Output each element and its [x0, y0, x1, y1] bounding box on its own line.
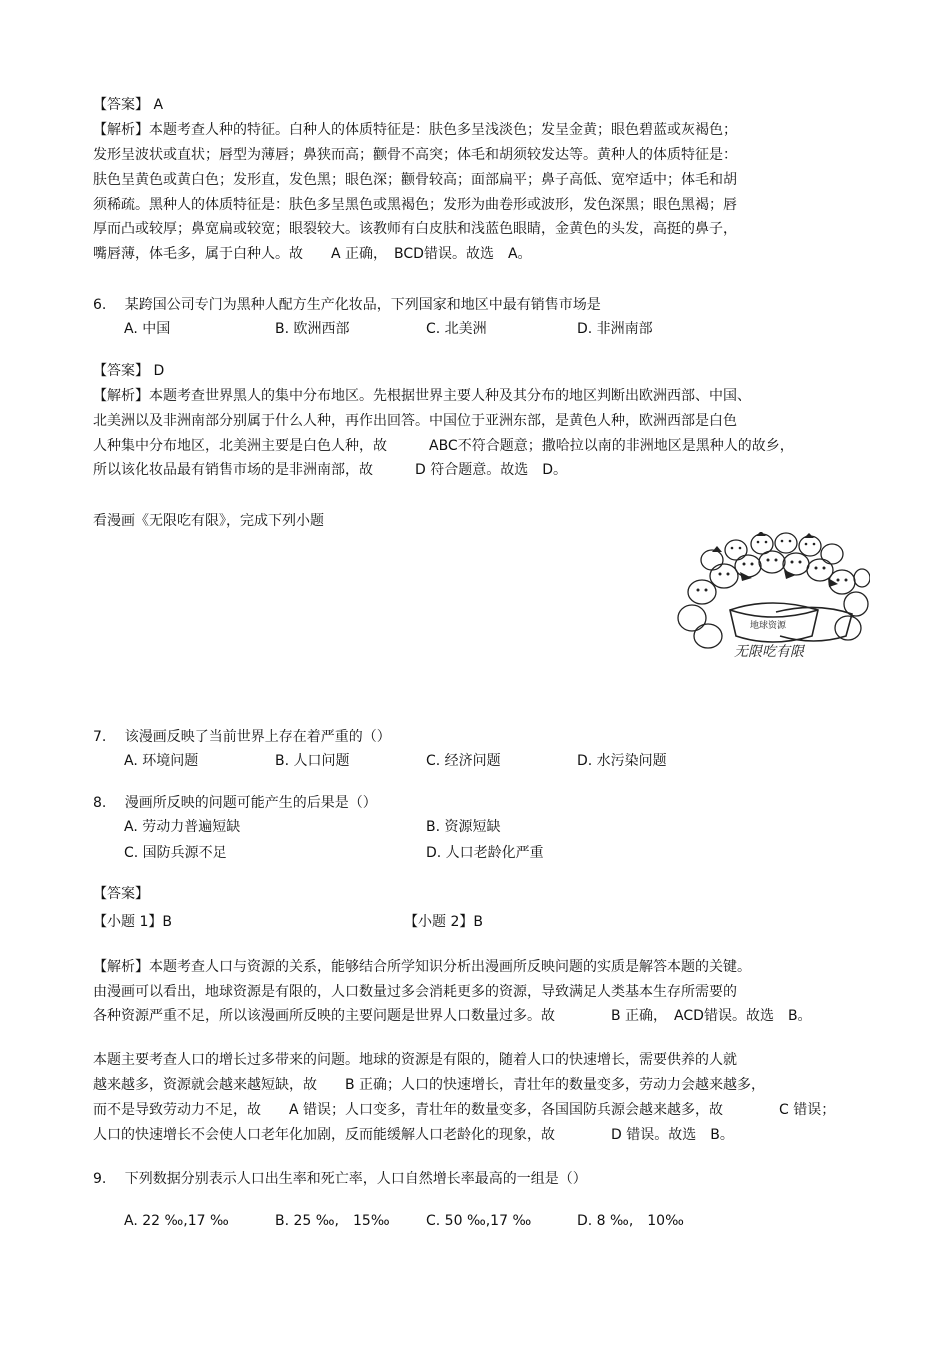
- question-6-option-a: A. 中国: [124, 321, 171, 337]
- analysis-q5-line-4: 须稀疏。黑种人的体质特征是：肤色多呈黑色或黑褐色；发形为曲卷形或波形，发色深黑；眼色黑褐；唇: [93, 197, 737, 213]
- question-8-option-c: C. 国防兵源不足: [124, 845, 227, 861]
- answer-label-q7-q8: 【答案】: [93, 886, 149, 902]
- analysis-q8-line-1: 本题主要考查人口的增长过多带来的问题。地球的资源是有限的，随着人口的快速增长，需要供养的人就: [93, 1052, 737, 1068]
- analysis-q8-line-4: 人口的快速增长不会使人口老年化加剧，反而能缓解人口老龄化的现象，故 D 错误。故选 B。: [93, 1127, 734, 1143]
- analysis-q6-line-1: 【解析】本题考查世界黑人的集中分布地区。先根据世界主要人种及其分布的地区判断出欧洲西部、中国、: [93, 388, 751, 404]
- answer-q5: 【答案】 A: [93, 97, 164, 113]
- cartoon-image: [672, 532, 870, 664]
- cartoon-bowl-text: 地球资源: [750, 621, 787, 631]
- cartoon-intro: 看漫画《无限吃有限》，完成下列小题: [93, 513, 324, 529]
- question-8-option-b: B. 资源短缺: [426, 819, 501, 835]
- analysis-q8-line-2: 越来越多，资源就会越来越短缺，故 B 正确；人口的快速增长，青壮年的数量变多，劳动力会越来越多，: [93, 1077, 766, 1093]
- analysis-q5-line-6: 嘴唇薄，体毛多，属于白种人。故 A 正确， BCD错误。故选 A。: [93, 246, 532, 262]
- question-7-stem: 7. 该漫画反映了当前世界上存在着严重的（）: [93, 729, 391, 745]
- question-6-option-b: B. 欧洲西部: [275, 321, 350, 337]
- analysis-q5-line-1: 【解析】本题考查人种的特征。白种人的体质特征是：肤色多呈浅淡色；发呈金黄；眼色碧蓝或灰褐色；: [93, 122, 737, 138]
- analysis-q5-line-3: 肤色呈黄色或黄白色；发形直，发色黑；眼色深；颧骨较高；面部扁平；鼻子高低、宽窄适中；体毛和胡: [93, 172, 737, 188]
- analysis-q7-line-1: 【解析】本题考查人口与资源的关系，能够结合所学知识分析出漫画所反映问题的实质是解答本题的关键。: [93, 959, 751, 975]
- question-7-option-c: C. 经济问题: [426, 753, 501, 769]
- question-6-option-d: D. 非洲南部: [577, 321, 653, 337]
- question-8-option-a: A. 劳动力普遍短缺: [124, 819, 241, 835]
- answer-q6: 【答案】 D: [93, 363, 165, 379]
- cartoon-caption: 无限吃有限: [734, 644, 804, 660]
- analysis-q7-line-2: 由漫画可以看出，地球资源是有限的，人口数量过多会消耗更多的资源，导致满足人类基本生存所需要的: [93, 984, 737, 1000]
- analysis-q5-line-5: 厚而凸或较厚；鼻宽扁或较宽；眼裂较大。该教师有白皮肤和浅蓝色眼睛，金黄色的头发，高挺的鼻子，: [93, 221, 737, 237]
- question-8-option-d: D. 人口老龄化严重: [426, 845, 544, 861]
- question-7-option-a: A. 环境问题: [124, 753, 199, 769]
- question-7-option-b: B. 人口问题: [275, 753, 350, 769]
- answer-sub-2: 【小题 2】B: [404, 914, 483, 930]
- question-9-option-c: C. 50 ‰,17 ‰: [426, 1213, 532, 1229]
- analysis-q5-line-2: 发形呈波状或直状；唇型为薄唇；鼻狭而高；颧骨不高突；体毛和胡须较发达等。黄种人的体质特征是：: [93, 147, 737, 163]
- question-9-option-a: A. 22 ‰,17 ‰: [124, 1213, 229, 1229]
- analysis-q6-line-4: 所以该化妆品最有销售市场的是非洲南部，故 D 符合题意。故选 D。: [93, 462, 568, 478]
- answer-sub-1: 【小题 1】B: [93, 914, 172, 930]
- analysis-q7-line-3: 各种资源严重不足，所以该漫画所反映的主要问题是世界人口数量过多。故 B 正确， ACD错误。故选 B。: [93, 1008, 812, 1024]
- analysis-q6-line-2: 北美洲以及非洲南部分别属于什么人种，再作出回答。中国位于亚洲东部，是黄色人种，欧洲西部是白色: [93, 413, 737, 429]
- question-7-option-d: D. 水污染问题: [577, 753, 667, 769]
- question-6-option-c: C. 北美洲: [426, 321, 487, 337]
- analysis-q8-line-3: 而不是导致劳动力不足，故 A 错误；人口变多，青壮年的数量变多，各国国防兵源会越来越多，故 C 错误；: [93, 1102, 836, 1118]
- question-8-stem: 8. 漫画所反映的问题可能产生的后果是（）: [93, 795, 377, 811]
- question-6-stem: 6. 某跨国公司专门为黑种人配方生产化妆品，下列国家和地区中最有销售市场是: [93, 297, 601, 313]
- analysis-q6-line-3: 人种集中分布地区，北美洲主要是白色人种，故 ABC不符合题意；撒哈拉以南的非洲地区是黑种人的故乡，: [93, 438, 794, 454]
- question-9-option-d: D. 8 ‰, 10‰: [577, 1213, 684, 1229]
- question-9-stem: 9. 下列数据分别表示人口出生率和死亡率，人口自然增长率最高的一组是（）: [93, 1171, 587, 1187]
- question-9-option-b: B. 25 ‰, 15‰: [275, 1213, 390, 1229]
